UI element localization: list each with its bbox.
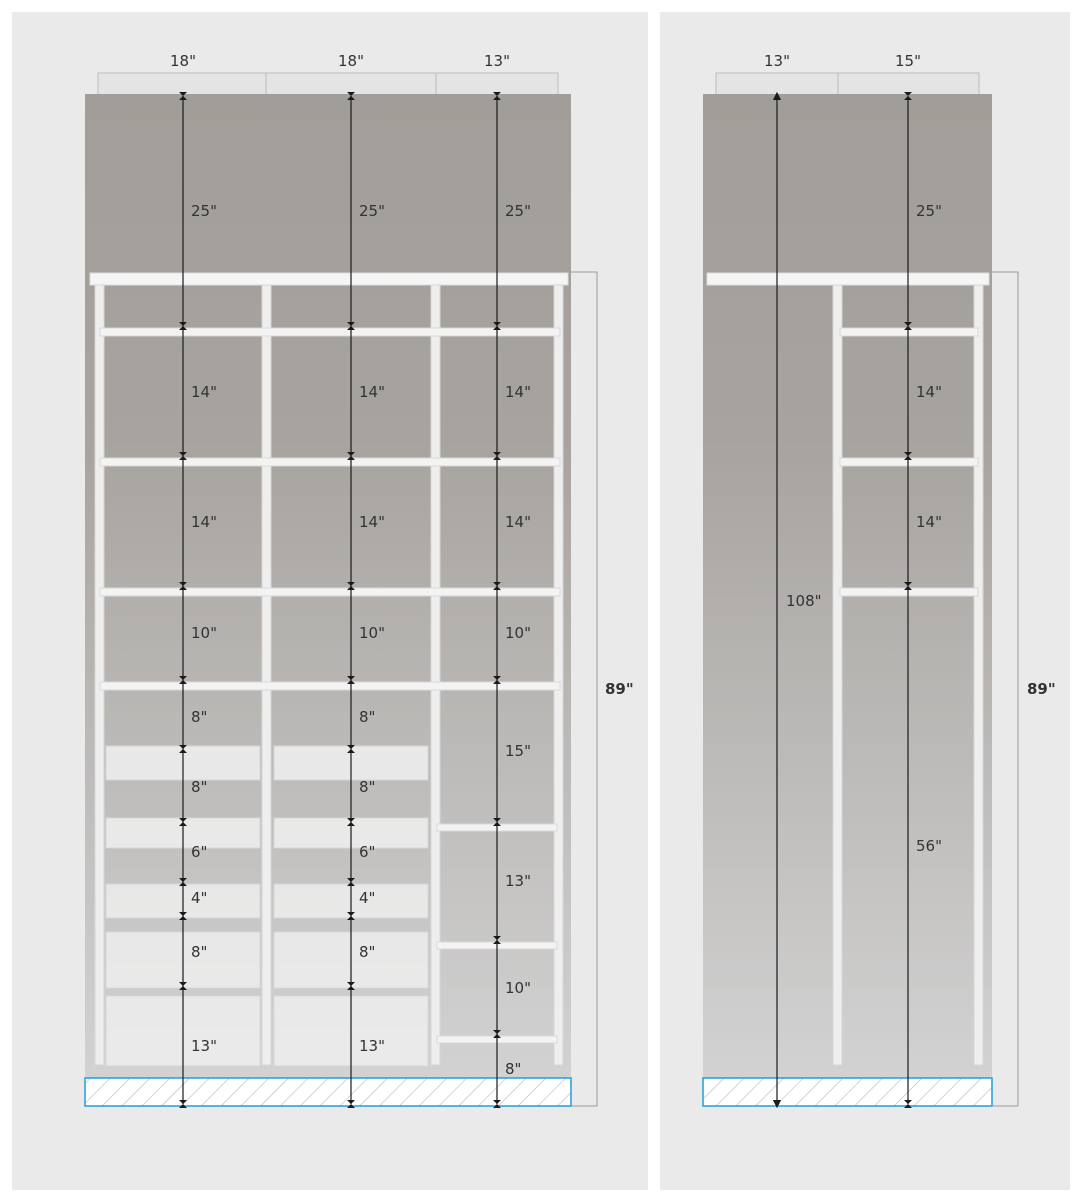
dimension-label: 13" (359, 1037, 385, 1055)
dimension-label: 8" (359, 943, 376, 961)
dimension-label: 14" (191, 513, 217, 531)
width-label: 13" (484, 52, 510, 70)
dimension-label: 25" (359, 202, 385, 220)
width-label: 18" (338, 52, 364, 70)
standard (833, 285, 842, 1065)
width-label: 13" (764, 52, 790, 70)
dimension-label: 25" (191, 202, 217, 220)
dimension-label: 8" (191, 943, 208, 961)
width-bar (98, 73, 266, 95)
dimension-label: 14" (916, 513, 942, 531)
floor-zone (703, 1078, 992, 1106)
dimension-label: 14" (505, 513, 531, 531)
dimension-label: 15" (505, 742, 531, 760)
top-shelf (707, 273, 989, 285)
width-bar (838, 73, 979, 95)
dimension-label: 4" (191, 889, 208, 907)
dimension-label: 14" (916, 383, 942, 401)
width-bar (716, 73, 838, 95)
shelf (100, 682, 560, 690)
left-elevation (85, 52, 634, 1108)
dimension-label: 108" (786, 592, 822, 610)
dimension-label: 14" (505, 383, 531, 401)
shelf (100, 458, 560, 466)
shelf (100, 328, 560, 336)
dimension-label: 25" (505, 202, 531, 220)
dimension-label: 8" (505, 1060, 522, 1078)
dimension-label: 8" (359, 708, 376, 726)
dimension-label: 8" (359, 778, 376, 796)
dimension-label: 6" (191, 843, 208, 861)
dimension-label: 14" (359, 513, 385, 531)
width-label: 18" (170, 52, 196, 70)
dimension-label: 8" (191, 708, 208, 726)
width-label: 15" (895, 52, 921, 70)
overall-height-label: 89" (605, 680, 634, 698)
standard (95, 285, 104, 1065)
shelf (100, 588, 560, 596)
wall (703, 94, 992, 1078)
dimension-label: 25" (916, 202, 942, 220)
wall (85, 94, 571, 1078)
dimension-label: 13" (191, 1037, 217, 1055)
dimension-label: 10" (505, 624, 531, 642)
standard (974, 285, 983, 1065)
width-bar (266, 73, 436, 95)
dimension-label: 10" (191, 624, 217, 642)
width-bar (436, 73, 558, 95)
dimension-label: 4" (359, 889, 376, 907)
overall-height-label: 89" (1027, 680, 1056, 698)
top-shelf (90, 273, 568, 285)
dimension-label: 10" (359, 624, 385, 642)
dimension-label: 14" (191, 383, 217, 401)
dimension-label: 8" (191, 778, 208, 796)
dimension-label: 6" (359, 843, 376, 861)
dimension-label: 14" (359, 383, 385, 401)
dimension-label: 10" (505, 979, 531, 997)
standard (262, 285, 271, 1065)
dimension-label: 56" (916, 837, 942, 855)
dimension-label: 13" (505, 872, 531, 890)
